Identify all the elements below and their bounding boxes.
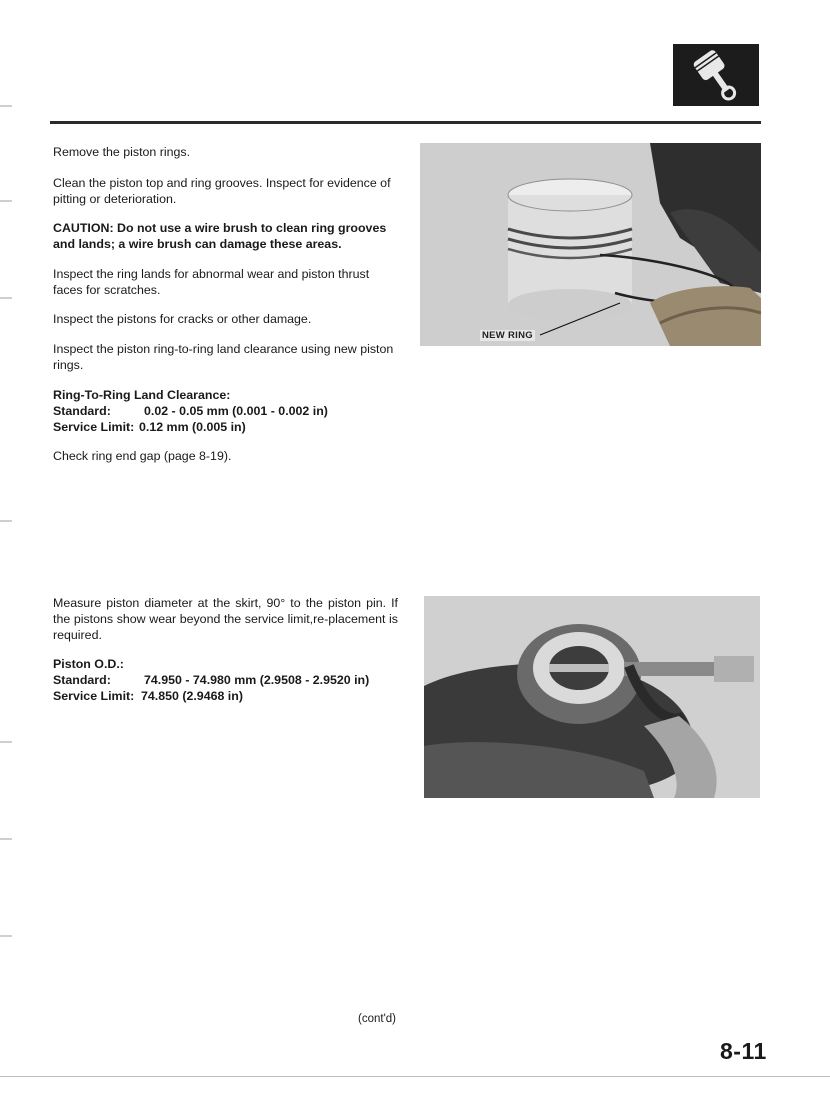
standard-label: Standard: bbox=[53, 673, 111, 688]
spec-title: Piston O.D.: bbox=[53, 657, 124, 671]
caution-note bbox=[53, 220, 398, 252]
margin-mark bbox=[0, 838, 12, 840]
check-gap-text: Check ring end gap (page 8-19). bbox=[53, 449, 232, 463]
limit-value: 0.12 mm (0.005 in) bbox=[139, 420, 246, 435]
standard-label: Standard: bbox=[53, 404, 111, 419]
land-clearance-spec bbox=[53, 387, 398, 435]
inspect-cracks-text: Inspect the pistons for cracks or other damage. bbox=[53, 312, 312, 326]
margin-mark bbox=[0, 105, 12, 107]
new-ring-callout: NEW RING bbox=[482, 330, 533, 341]
piston-connecting-rod-icon bbox=[673, 44, 759, 106]
spec-standard-row bbox=[53, 403, 398, 419]
margin-mark bbox=[0, 200, 12, 202]
margin-mark bbox=[0, 297, 12, 299]
standard-value: 74.950 - 74.980 mm (2.9508 - 2.9520 in) bbox=[144, 673, 370, 688]
footer-rule bbox=[0, 1076, 830, 1077]
clean-piston-text: Clean the piston top and ring grooves. Inspect for evidence of pitting or deterioration. bbox=[53, 176, 391, 207]
inspect-lands-text: Inspect the ring lands for abnormal wear and piston thrust faces for scratches. bbox=[53, 267, 370, 298]
margin-mark bbox=[0, 520, 12, 522]
spec-limit-row bbox=[53, 419, 398, 435]
header-rule bbox=[50, 121, 761, 124]
limit-value: 74.850 (2.9468 in) bbox=[141, 689, 243, 704]
spec-limit-row bbox=[53, 688, 413, 704]
caution-text: Do not use a wire brush to clean ring grooves and lands; a wire brush can damage these areas. bbox=[53, 221, 387, 252]
continued-note: (cont'd) bbox=[358, 1013, 396, 1025]
remove-rings-text: Remove the piston rings. bbox=[53, 145, 191, 159]
page-number: 8-11 bbox=[720, 1038, 767, 1064]
piston-od-spec bbox=[53, 656, 413, 704]
spec-standard-row bbox=[53, 672, 413, 688]
caution-label: CAUTION: bbox=[53, 221, 114, 235]
limit-label: Service Limit: bbox=[53, 420, 135, 435]
margin-mark bbox=[0, 741, 12, 743]
piston-micrometer-photo bbox=[424, 596, 760, 798]
margin-mark bbox=[0, 935, 12, 937]
piston-ring-photo bbox=[420, 143, 761, 346]
measure-diameter-text: Measure piston diameter at the skirt, 90° to the piston pin. If the pistons show wear beyond the service limit,re-placement is required. bbox=[53, 596, 398, 643]
limit-label: Service Limit: bbox=[53, 689, 135, 704]
spec-title: Ring-To-Ring Land Clearance: bbox=[53, 388, 231, 402]
standard-value: 0.02 - 0.05 mm (0.001 - 0.002 in) bbox=[144, 404, 328, 419]
inspect-clearance-text: Inspect the piston ring-to-ring land clearance using new piston rings. bbox=[53, 342, 394, 373]
